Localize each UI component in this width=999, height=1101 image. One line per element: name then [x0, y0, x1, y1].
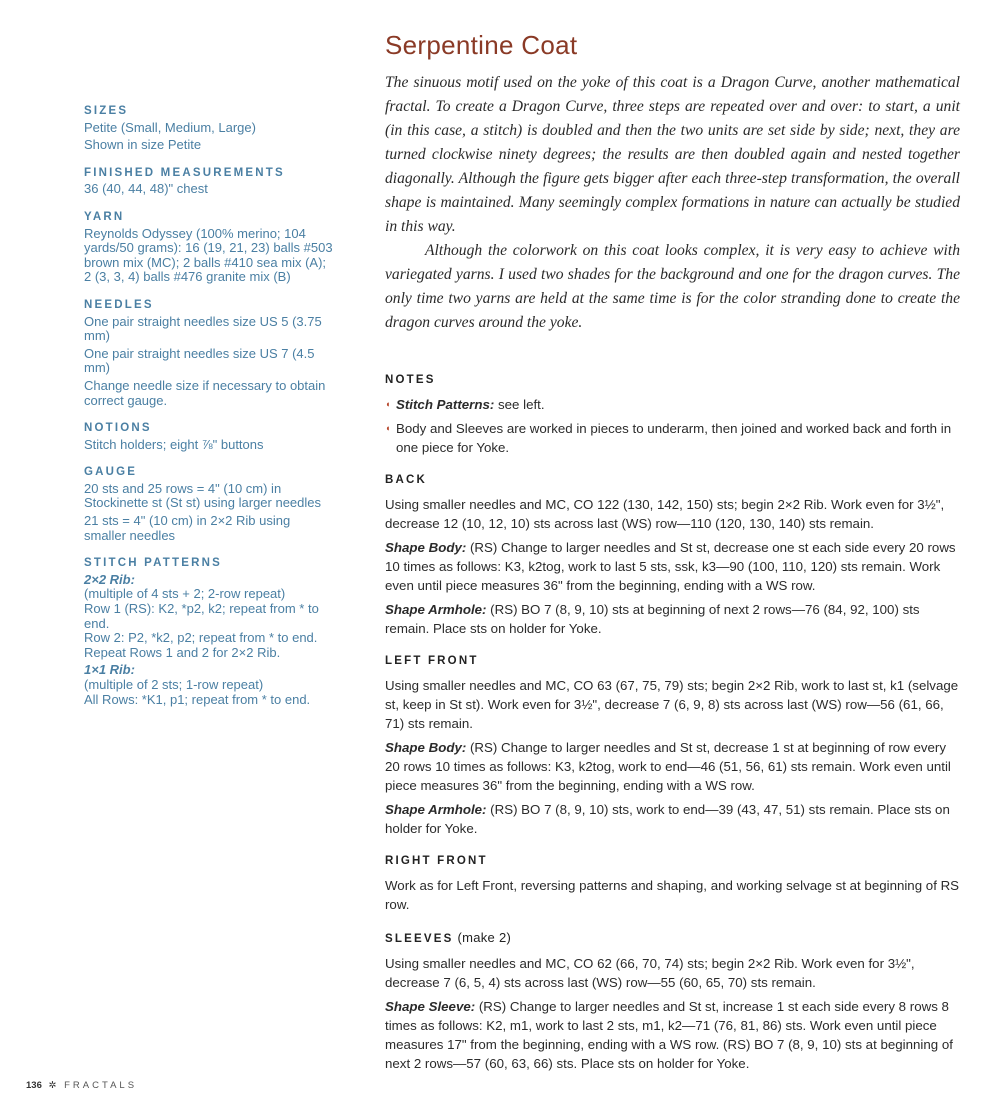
- finished-measurements-heading: FINISHED MEASUREMENTS: [84, 166, 285, 179]
- rib2-line: Repeat Rows 1 and 2 for 2×2 Rib.: [84, 644, 281, 660]
- sleeves-paragraph: Using smaller needles and MC, CO 62 (66, 70, 74) sts; begin 2×2 Rib. Work even for 3½", decrease 7 (6, 5, 4) sts across last (WS) row—55 (60, 65, 70) sts remain.: [385, 956, 915, 990]
- rib1-line: All Rows: *K1, p1; repeat from * to end.: [84, 691, 311, 707]
- finished-measurements-section: [84, 166, 334, 197]
- book-title: FRACTALS: [64, 1080, 138, 1091]
- page-footer: [26, 1080, 137, 1091]
- shape-body-label: Shape Body:: [385, 540, 467, 555]
- half-circle-bullet-icon: ◖: [385, 399, 391, 409]
- left-front-heading: LEFT FRONT: [385, 655, 479, 667]
- needles-heading: NEEDLES: [84, 298, 154, 311]
- gauge-line: 21 sts = 4" (10 cm) in 2×2 Rib using smaller needles: [84, 513, 291, 543]
- note-item: [385, 395, 960, 414]
- intro-paragraph: Although the colorwork on this coat looks complex, it is very easy to achieve with variegated yarns. I used two shades for the background and one for the dragon curves. The only time two yarns are held at the same time is for the color stranding done to create the dragon curves around the yoke.: [385, 242, 960, 331]
- left-front-paragraph: (RS) Change to larger needles and St st, decrease 1 st at beginning of row every 20 rows 10 times as follows: K3, k2tog, work to end—46 (51, 56, 61) sts remain. Work even until piece measures 36" from the beginning, ending with a WS row.: [385, 740, 951, 793]
- specs-sidebar: [84, 104, 334, 720]
- note-label: Stitch Patterns:: [396, 397, 495, 412]
- needles-line: One pair straight needles size US 7 (4.5 mm): [84, 345, 315, 376]
- back-paragraph: (RS) BO 7 (8, 9, 10) sts at beginning of next 2 rows—76 (84, 92, 100) sts remain. Place sts on holder for Yoke.: [385, 602, 920, 636]
- note-text: see left.: [494, 397, 545, 412]
- left-front-section: [385, 652, 960, 838]
- right-front-section: [385, 852, 960, 914]
- sizes-section: [84, 104, 334, 153]
- notions-heading: NOTIONS: [84, 422, 152, 435]
- rib1-line: (multiple of 2 sts; 1-row repeat): [84, 677, 264, 692]
- back-heading: BACK: [385, 474, 428, 486]
- right-front-heading: RIGHT FRONT: [385, 855, 488, 867]
- note-item: [385, 419, 960, 457]
- left-front-paragraph: Using smaller needles and MC, CO 63 (67, 75, 79) sts; begin 2×2 Rib, work to last st, k1 (selvage st, keep in St st). Work even for 3½", decrease 7 (6, 9, 8) sts across last (WS) row—56 (61, 66, 71) sts remain.: [385, 678, 959, 731]
- notions-section: [84, 421, 334, 452]
- notions-line: Stitch holders; eight ⅞" buttons: [84, 436, 264, 452]
- needles-section: [84, 298, 334, 408]
- intro-paragraph: The sinuous motif used on the yoke of this coat is a Dragon Curve, another mathematical fractal. To create a Dragon Curve, three steps are repeated over and over: to start, a unit (in this case, a stitch) is doubled and then the two units are set side by side; next, they are turned clockwise ninety degrees; the results are then doubled again and nested together diagonally. Although the figure gets bigger after each three-step transformation, the overall shape is maintained. Many seemingly complex formations in nature can actually be studied in this way.: [385, 74, 960, 235]
- shape-body-label: Shape Body:: [385, 740, 467, 755]
- shape-armhole-label: Shape Armhole:: [385, 802, 487, 817]
- yarn-heading: YARN: [84, 210, 125, 223]
- stitch-patterns-section: [84, 556, 334, 707]
- shape-sleeve-label: Shape Sleeve:: [385, 999, 476, 1014]
- rib2-line: (multiple of 4 sts + 2; 2-row repeat): [84, 586, 286, 602]
- finished-measurements-line: 36 (40, 44, 48)" chest: [84, 181, 208, 197]
- sizes-line: Shown in size Petite: [84, 137, 202, 153]
- needles-line: Change needle size if necessary to obtain correct gauge.: [84, 377, 326, 408]
- stitch-patterns-heading: STITCH PATTERNS: [84, 557, 222, 570]
- rib1-label: 1×1 Rib:: [84, 662, 135, 678]
- sleeves-paragraph: (RS) Change to larger needles and St st, increase 1 st each side every 8 rows 8 times as follows: K2, m1, work to last 2 sts, m1, k2—71 (76, 81, 86) sts. Work even until piece measures 17" from the beginning, ending with a WS row. (RS) BO 7 (8, 9, 10) sts at beginning of next 2 rows—57 (60, 63, 66) sts. Place sts on holder for Yoke.: [385, 999, 953, 1071]
- needles-line: One pair straight needles size US 5 (3.75 mm): [84, 313, 322, 344]
- notes-heading: NOTES: [385, 374, 436, 386]
- yarn-text: Reynolds Odyssey (100% merino; 104 yards/50 grams): 16 (19, 21, 23) balls #503 brown mix (MC); 2 balls #410 sea mix (A); 2 (3, 3, 4) balls #476 granite mix (B): [84, 225, 333, 285]
- back-paragraph: (RS) Change to larger needles and St st, decrease one st each side every 20 rows 10 times as follows: K3, k2tog, work to last 5 sts, ssk, k3—90 (100, 110, 120) sts remain. Work even until piece measures 36" from the beginning, ending with a WS row.: [385, 540, 956, 593]
- star-icon: ✲: [48, 1080, 57, 1091]
- page-number: 136: [26, 1080, 42, 1091]
- main-column: [385, 30, 960, 1078]
- gauge-line: 20 sts and 25 rows = 4" (10 cm) in Stockinette st (St st) using larger needles: [84, 480, 322, 511]
- page-title: Serpentine Coat: [385, 30, 578, 60]
- rib2-line: Row 1 (RS): K2, *p2, k2; repeat from * to end.: [84, 601, 319, 631]
- instructions: [385, 371, 960, 1073]
- sleeves-heading: SLEEVES: [385, 933, 454, 945]
- sizes-line: Petite (Small, Medium, Large): [84, 119, 256, 135]
- back-paragraph: Using smaller needles and MC, CO 122 (130, 142, 150) sts; begin 2×2 Rib. Work even for 3½", decrease 12 (10, 12, 10) sts across last (WS) row—110 (120, 130, 140) sts remain.: [385, 497, 945, 531]
- note-text: Body and Sleeves are worked in pieces to underarm, then joined and worked back and forth in one piece for Yoke.: [396, 421, 952, 455]
- sizes-heading: SIZES: [84, 105, 129, 117]
- sleeves-section: [385, 928, 960, 1073]
- notes-section: [385, 371, 960, 457]
- back-section: [385, 471, 960, 638]
- gauge-section: [84, 465, 334, 543]
- shape-armhole-label: Shape Armhole:: [385, 602, 487, 617]
- gauge-heading: GAUGE: [84, 466, 138, 479]
- sleeves-subheading: (make 2): [457, 930, 512, 945]
- left-front-paragraph: (RS) BO 7 (8, 9, 10) sts, work to end—39 (43, 47, 51) sts remain. Place sts on holder for Yoke.: [385, 802, 950, 836]
- rib2-line: Row 2: P2, *k2, p2; repeat from * to end.: [84, 630, 318, 646]
- half-circle-bullet-icon: ◖: [385, 423, 391, 433]
- rib2-label: 2×2 Rib:: [84, 571, 135, 587]
- yarn-section: [84, 210, 334, 285]
- right-front-paragraph: Work as for Left Front, reversing patterns and shaping, and working selvage st at beginning of RS row.: [385, 878, 960, 912]
